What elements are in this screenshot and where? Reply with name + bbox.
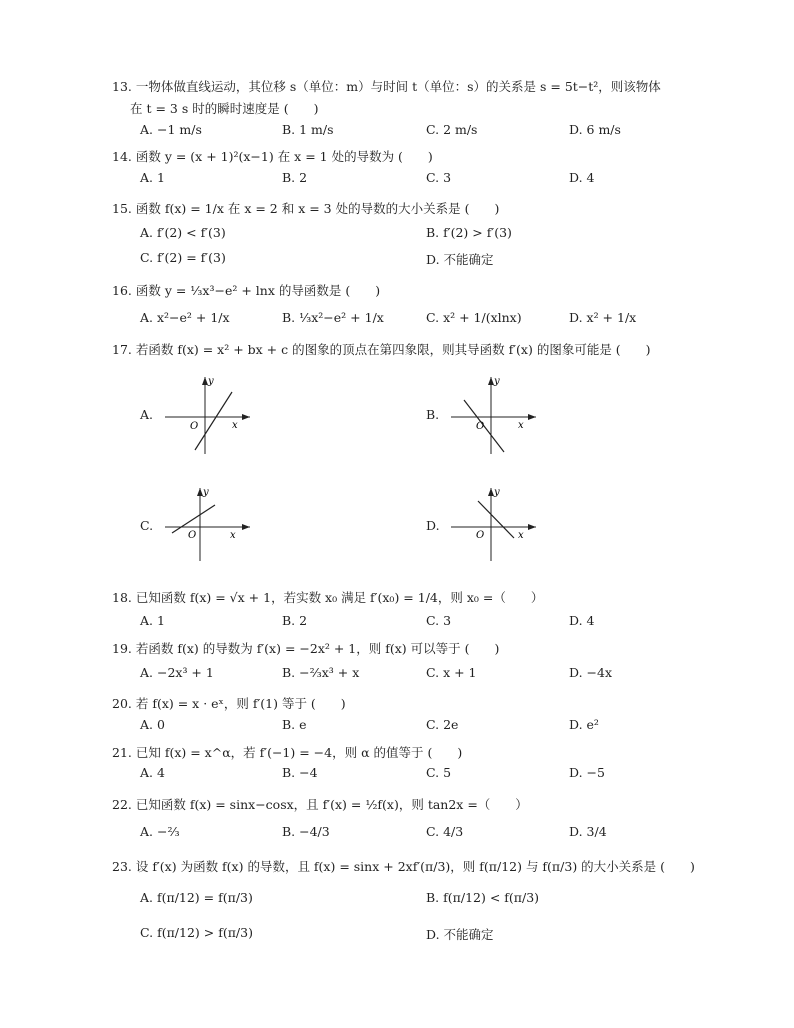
q17-option-c[interactable]: C. [140, 518, 154, 533]
q18-option-b[interactable]: B. 2 [282, 613, 308, 628]
q16-option-d[interactable]: D. x² + 1/x [569, 310, 637, 325]
q20-option-c[interactable]: C. 2e [426, 717, 459, 732]
q18-option-d[interactable]: D. 4 [569, 613, 595, 628]
q17-graph-d[interactable] [446, 483, 541, 563]
question-23: 23. 设 f′(x) 为函数 f(x) 的导数，且 f(x) = sinx + 2xf′(π/3)，则 f(π/12) 与 f(π/3) 的大小关系是 ( ) [112, 859, 695, 874]
question-13-line2: 在 t = 3 s 时的瞬时速度是 ( ) [130, 101, 319, 116]
question-22: 22. 已知函数 f(x) = sinx−cosx，且 f′(x) = ½f(x)，则 tan2x =（ ） [112, 797, 528, 812]
q17-graph-c[interactable] [160, 483, 255, 563]
q21-option-b[interactable]: B. −4 [282, 765, 318, 780]
q17-option-a[interactable]: A. [140, 407, 154, 422]
q17-c-x-label: x [230, 530, 236, 541]
q13-option-c[interactable]: C. 2 m/s [426, 122, 478, 137]
q17-d-x-label: x [518, 530, 524, 541]
q18-option-c[interactable]: C. 3 [426, 613, 452, 628]
q21-option-c[interactable]: C. 5 [426, 765, 452, 780]
q20-option-b[interactable]: B. e [282, 717, 307, 732]
q17-graph-a[interactable] [160, 372, 255, 457]
q19-option-b[interactable]: B. −⅔x³ + x [282, 665, 360, 680]
q16-option-b[interactable]: B. ⅓x²−e² + 1/x [282, 310, 384, 325]
q22-option-a[interactable]: A. −⅔ [140, 824, 180, 839]
q17-a-y-label: y [208, 376, 214, 387]
q19-option-c[interactable]: C. x + 1 [426, 665, 477, 680]
q17-b-x-label: x [518, 420, 524, 431]
q19-option-d[interactable]: D. −4x [569, 665, 612, 680]
q16-option-a[interactable]: A. x²−e² + 1/x [140, 310, 230, 325]
q14-option-a[interactable]: A. 1 [140, 170, 165, 185]
question-15: 15. 函数 f(x) = 1/x 在 x = 2 和 x = 3 处的导数的大小关系是 ( ) [112, 201, 500, 216]
q17-graph-b[interactable] [446, 372, 541, 457]
q15-option-a[interactable]: A. f′(2) < f′(3) [140, 225, 226, 240]
q17-a-origin: O [190, 421, 199, 432]
question-17: 17. 若函数 f(x) = x² + bx + c 的图象的顶点在第四象限，则其导函数 f′(x) 的图象可能是 ( ) [112, 342, 651, 357]
q23-option-d[interactable]: D. 不能确定 [426, 927, 494, 942]
q14-option-d[interactable]: D. 4 [569, 170, 595, 185]
q17-option-b[interactable]: B. [426, 407, 440, 422]
q13-option-a[interactable]: A. −1 m/s [140, 122, 202, 137]
q14-option-b[interactable]: B. 2 [282, 170, 308, 185]
q17-c-y-label: y [203, 487, 209, 498]
q19-option-a[interactable]: A. −2x³ + 1 [140, 665, 214, 680]
q13-option-d[interactable]: D. 6 m/s [569, 122, 621, 137]
question-20: 20. 若 f(x) = x · eˣ，则 f′(1) 等于 ( ) [112, 696, 346, 711]
question-16: 16. 函数 y = ⅓x³−e² + lnx 的导函数是 ( ) [112, 283, 381, 298]
q21-option-d[interactable]: D. −5 [569, 765, 605, 780]
q15-option-d[interactable]: D. 不能确定 [426, 252, 494, 267]
q23-option-c[interactable]: C. f(π/12) > f(π/3) [140, 925, 253, 940]
q17-c-origin: O [188, 530, 197, 541]
q17-a-x-label: x [232, 420, 238, 431]
q14-option-c[interactable]: C. 3 [426, 170, 452, 185]
q23-option-b[interactable]: B. f(π/12) < f(π/3) [426, 890, 540, 905]
q22-option-c[interactable]: C. 4/3 [426, 824, 464, 839]
q20-option-d[interactable]: D. e² [569, 717, 599, 732]
q23-option-a[interactable]: A. f(π/12) = f(π/3) [140, 890, 253, 905]
question-13-line1: 13. 一物体做直线运动，其位移 s（单位：m）与时间 t（单位：s）的关系是 s = 5t−t²，则该物体 [112, 79, 661, 94]
q17-option-d[interactable]: D. [426, 518, 440, 533]
q20-option-a[interactable]: A. 0 [140, 717, 165, 732]
q21-option-a[interactable]: A. 4 [140, 765, 165, 780]
question-21: 21. 已知 f(x) = x^α，若 f′(−1) = −4，则 α 的值等于 ( ) [112, 745, 463, 760]
q17-d-origin: O [476, 530, 485, 541]
question-19: 19. 若函数 f(x) 的导数为 f′(x) = −2x² + 1，则 f(x) 可以等于 ( ) [112, 641, 500, 656]
q17-b-origin: O [476, 421, 485, 432]
q18-option-a[interactable]: A. 1 [140, 613, 165, 628]
question-14: 14. 函数 y = (x + 1)²(x−1) 在 x = 1 处的导数为 ( ) [112, 149, 433, 164]
q15-option-b[interactable]: B. f′(2) > f′(3) [426, 225, 512, 240]
q16-option-c[interactable]: C. x² + 1/(xlnx) [426, 310, 522, 325]
q22-option-d[interactable]: D. 3/4 [569, 824, 607, 839]
q22-option-b[interactable]: B. −4/3 [282, 824, 330, 839]
q17-d-y-label: y [494, 487, 500, 498]
question-18: 18. 已知函数 f(x) = √x + 1，若实数 x₀ 满足 f′(x₀) = 1/4，则 x₀ =（ ） [112, 590, 544, 605]
q15-option-c[interactable]: C. f′(2) = f′(3) [140, 250, 226, 265]
q17-b-y-label: y [494, 376, 500, 387]
q13-option-b[interactable]: B. 1 m/s [282, 122, 334, 137]
